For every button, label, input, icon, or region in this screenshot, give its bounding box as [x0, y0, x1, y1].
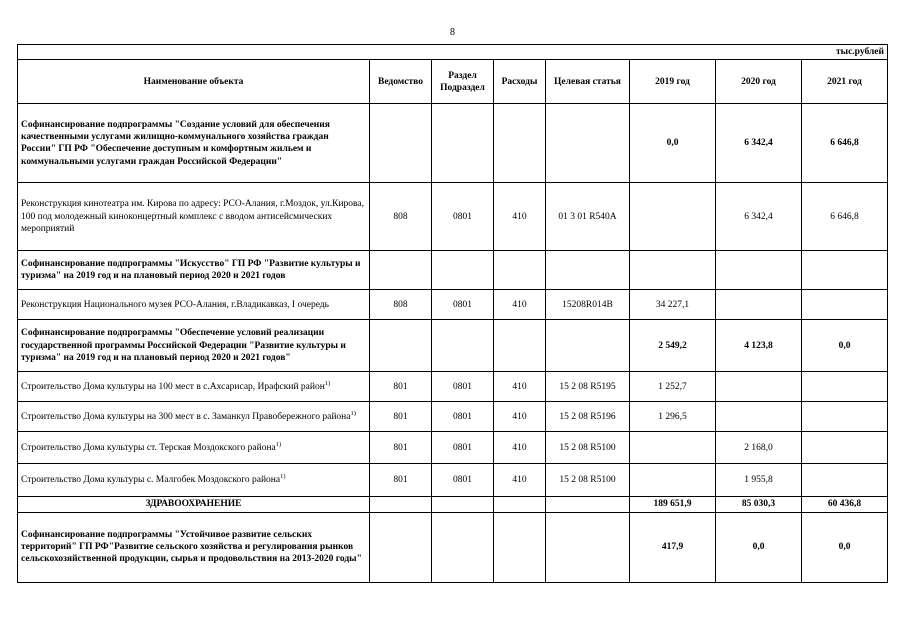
cell-y2020: 4 123,8: [716, 320, 802, 372]
cell-target: 15 2 08 R5195: [546, 372, 630, 402]
cell-expense: 410: [494, 372, 546, 402]
cell-dept: 808: [370, 183, 432, 251]
units-row: [18, 45, 888, 60]
cell-y2021: [802, 464, 888, 497]
table-row: [18, 497, 888, 512]
cell-dept: [370, 497, 432, 512]
cell-dept: 801: [370, 402, 432, 432]
budget-table: [17, 44, 888, 583]
cell-expense: [494, 320, 546, 372]
object-name: Строительство Дома культуры с. Малгобек Моздокского района: [21, 475, 281, 486]
table-body: [18, 104, 888, 582]
cell-y2020: 85 030,3: [716, 497, 802, 512]
cell-name: [18, 290, 370, 320]
cell-target: [546, 497, 630, 512]
cell-dept: [370, 251, 432, 290]
table-row: [18, 464, 888, 497]
cell-y2020: 2 168,0: [716, 432, 802, 464]
header-target: Целевая статья: [546, 60, 630, 104]
cell-y2021: [802, 432, 888, 464]
cell-y2019: 189 651,9: [630, 497, 716, 512]
cell-target: 15 2 08 R5100: [546, 432, 630, 464]
cell-section: [432, 251, 494, 290]
cell-expense: 410: [494, 432, 546, 464]
cell-name: [18, 497, 370, 512]
cell-target: 15208R014B: [546, 290, 630, 320]
cell-target: [546, 320, 630, 372]
cell-dept: [370, 320, 432, 372]
object-name: ЗДРАВООХРАНЕНИЕ: [145, 499, 242, 510]
cell-expense: [494, 497, 546, 512]
cell-name: [18, 183, 370, 251]
table-row: [18, 290, 888, 320]
header-name: Наименование объекта: [18, 60, 370, 104]
units-label: тыс.рублей: [18, 45, 888, 60]
cell-expense: [494, 251, 546, 290]
object-name: Софинансирование подпрограммы "Создание условий для обеспечения качественными услугами жилищно-коммунального хозяйства граждан России" ГП РФ "Обеспечение доступным и комфортным жильем и коммунальными услугами граждан Российской Федерации": [21, 119, 330, 167]
object-name: Софинансирование подпрограммы "Обеспечение условий реализации государственной программы Российской Федерации "Развитие культуры и туризма" на 2019 год и на плановый период 2020 и 2021 годов": [21, 328, 346, 364]
cell-name: [18, 432, 370, 464]
cell-target: [546, 251, 630, 290]
object-name: Софинансирование подпрограммы "Искусство" ГП РФ "Развитие культуры и туризма" на 2019 год и на плановый период 2020 и 2021 годов: [21, 259, 361, 282]
cell-name: [18, 512, 370, 582]
cell-section: 0801: [432, 402, 494, 432]
header-2021: 2021 год: [802, 60, 888, 104]
cell-y2021: [802, 251, 888, 290]
table-row: [18, 372, 888, 402]
object-name: Реконструкция кинотеатра им. Кирова по адресу: РСО-Алания, г.Моздок, ул.Кирова, 100 под молодежный киноконцертный комплекс с вводом антисейсмических мероприятий: [21, 199, 364, 235]
cell-section: 0801: [432, 464, 494, 497]
table-row: [18, 183, 888, 251]
object-name: Реконструкция Национального музея РСО-Алания, г.Владикавказ, I очередь: [21, 299, 329, 310]
cell-expense: [494, 512, 546, 582]
cell-y2020: [716, 251, 802, 290]
table-row: [18, 512, 888, 582]
cell-y2021: 0,0: [802, 512, 888, 582]
cell-section: [432, 497, 494, 512]
cell-y2021: 6 646,8: [802, 183, 888, 251]
cell-y2020: 1 955,8: [716, 464, 802, 497]
cell-y2019: 1 296,5: [630, 402, 716, 432]
object-name: Строительство Дома культуры ст. Терская Моздокского района: [21, 442, 276, 453]
cell-dept: 801: [370, 372, 432, 402]
cell-y2020: 6 342,4: [716, 104, 802, 183]
header-dept: Ведомство: [370, 60, 432, 104]
header-2019: 2019 год: [630, 60, 716, 104]
cell-target: 01 3 01 R540A: [546, 183, 630, 251]
cell-y2020: [716, 372, 802, 402]
cell-section: 0801: [432, 183, 494, 251]
cell-section: [432, 104, 494, 183]
page-number: 8: [450, 27, 455, 38]
cell-name: [18, 251, 370, 290]
cell-section: 0801: [432, 432, 494, 464]
cell-target: 15 2 08 R5196: [546, 402, 630, 432]
cell-expense: 410: [494, 290, 546, 320]
cell-dept: 808: [370, 290, 432, 320]
cell-y2019: 0,0: [630, 104, 716, 183]
footnote-marker: 1): [280, 473, 286, 481]
table-row: [18, 251, 888, 290]
cell-y2021: 6 646,8: [802, 104, 888, 183]
cell-name: [18, 464, 370, 497]
cell-dept: [370, 512, 432, 582]
cell-expense: [494, 104, 546, 183]
footnote-marker: 1): [324, 379, 331, 387]
cell-expense: 410: [494, 183, 546, 251]
object-name: Строительство Дома культуры на 300 мест в с. Заманкул Правобережного района: [21, 411, 351, 422]
header-expense: Расходы: [494, 60, 546, 104]
cell-expense: 410: [494, 402, 546, 432]
header-row: [18, 60, 888, 104]
table-row: [18, 320, 888, 372]
cell-y2021: [802, 290, 888, 320]
cell-y2021: 0,0: [802, 320, 888, 372]
cell-y2019: 1 252,7: [630, 372, 716, 402]
cell-dept: 801: [370, 464, 432, 497]
cell-y2021: [802, 402, 888, 432]
cell-y2019: 2 549,2: [630, 320, 716, 372]
cell-section: 0801: [432, 290, 494, 320]
footnote-marker: 1): [275, 440, 282, 448]
header-2020: 2020 год: [716, 60, 802, 104]
table-row: [18, 402, 888, 432]
table-row: [18, 104, 888, 183]
cell-y2021: [802, 372, 888, 402]
cell-y2020: 0,0: [716, 512, 802, 582]
cell-section: [432, 320, 494, 372]
header-section: Раздел Подраздел: [432, 60, 494, 104]
cell-y2020: [716, 402, 802, 432]
footnote-marker: 1): [350, 409, 356, 417]
object-name: Софинансирование подпрограммы "Устойчивое развитие сельских территорий" ГП РФ"Развитие сельского хозяйства и регулирования рынков сельскохозяйственной продукции, сырья и продовольствия на 2013-2020 годы": [21, 529, 362, 565]
cell-expense: 410: [494, 464, 546, 497]
cell-target: 15 2 08 R5100: [546, 464, 630, 497]
cell-y2019: [630, 183, 716, 251]
cell-y2019: [630, 251, 716, 290]
cell-y2019: [630, 464, 716, 497]
cell-y2021: 60 436,8: [802, 497, 888, 512]
cell-name: [18, 104, 370, 183]
cell-name: [18, 402, 370, 432]
table-row: [18, 432, 888, 464]
cell-dept: [370, 104, 432, 183]
cell-section: [432, 512, 494, 582]
cell-y2019: 34 227,1: [630, 290, 716, 320]
cell-y2019: [630, 432, 716, 464]
cell-name: [18, 320, 370, 372]
cell-name: [18, 372, 370, 402]
cell-y2019: 417,9: [630, 512, 716, 582]
cell-target: [546, 104, 630, 183]
cell-y2020: 6 342,4: [716, 183, 802, 251]
object-name: Строительство Дома культуры на 100 мест в с.Ахсарисар, Ирафский район: [21, 381, 325, 392]
cell-target: [546, 512, 630, 582]
cell-dept: 801: [370, 432, 432, 464]
cell-section: 0801: [432, 372, 494, 402]
cell-y2020: [716, 290, 802, 320]
